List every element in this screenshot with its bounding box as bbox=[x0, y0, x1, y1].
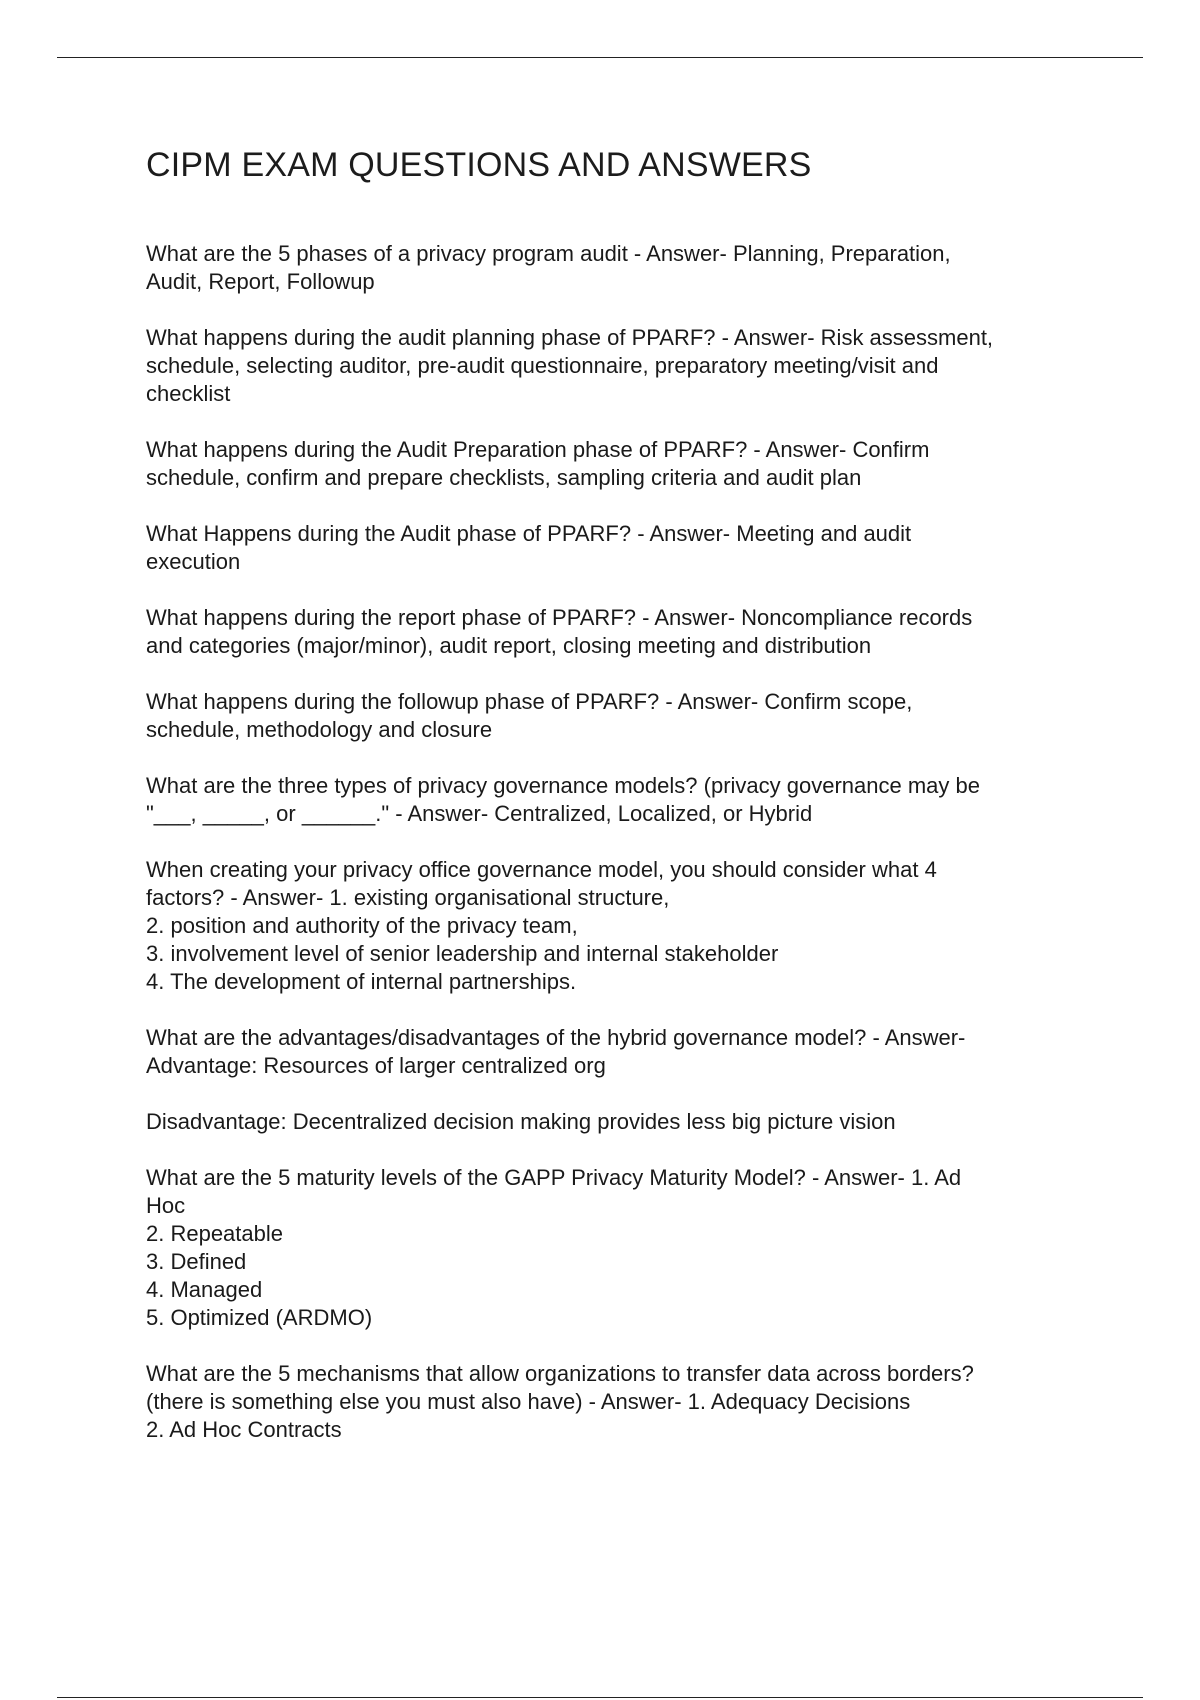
qa-audit-phases: What are the 5 phases of a privacy program audit - Answer- Planning, Preparation, Audit, Report, Followup bbox=[146, 241, 951, 294]
qa-transfer-mechanisms: What are the 5 mechanisms that allow organizations to transfer data across borders? (there is something else you must also have) - Answer- 1. Adequacy Decisions 2. Ad Hoc Contracts bbox=[146, 1361, 974, 1442]
bottom-rule bbox=[57, 1697, 1143, 1698]
qa-planning-phase: What happens during the audit planning phase of PPARF? - Answer- Risk assessment, schedule, selecting auditor, pre-audit questionnaire, preparatory meeting/visit and checklist bbox=[146, 325, 994, 406]
qa-audit-phase: What Happens during the Audit phase of PPARF? - Answer- Meeting and audit execution bbox=[146, 521, 912, 574]
qa-followup-phase: What happens during the followup phase of PPARF? - Answer- Confirm scope, schedule, methodology and closure bbox=[146, 689, 913, 742]
qa-report-phase: What happens during the report phase of PPARF? - Answer- Noncompliance records and categories (major/minor), audit report, closing meeting and distribution bbox=[146, 605, 973, 658]
qa-hybrid-disadvantage: Disadvantage: Decentralized decision making provides less big picture vision bbox=[146, 1109, 896, 1134]
qa-hybrid-advantages: What are the advantages/disadvantages of the hybrid governance model? - Answer- Advantage: Resources of larger centralized org bbox=[146, 1025, 966, 1078]
qa-governance-models: What are the three types of privacy governance models? (privacy governance may be "___, _____, or ______." - Answer- Centralized, Localized, or Hybrid bbox=[146, 773, 980, 826]
qa-preparation-phase: What happens during the Audit Preparation phase of PPARF? - Answer- Confirm schedule, confirm and prepare checklists, sampling criteria and audit plan bbox=[146, 437, 930, 490]
document-page bbox=[146, 140, 1106, 1472]
document-title: CIPM EXAM QUESTIONS AND ANSWERS bbox=[146, 146, 812, 184]
qa-governance-factors: When creating your privacy office governance model, you should consider what 4 factors? - Answer- 1. existing organisational structure, 2. position and authority of the privacy team, 3. involvement level of senior leadership and internal stakeholder 4. The development of internal partnerships. bbox=[146, 857, 937, 994]
qa-maturity-levels: What are the 5 maturity levels of the GAPP Privacy Maturity Model? - Answer- 1. Ad Hoc 2. Repeatable 3. Defined 4. Managed 5. Optimized (ARDMO) bbox=[146, 1165, 962, 1330]
qa-list bbox=[146, 240, 1106, 1444]
top-rule bbox=[57, 57, 1143, 58]
